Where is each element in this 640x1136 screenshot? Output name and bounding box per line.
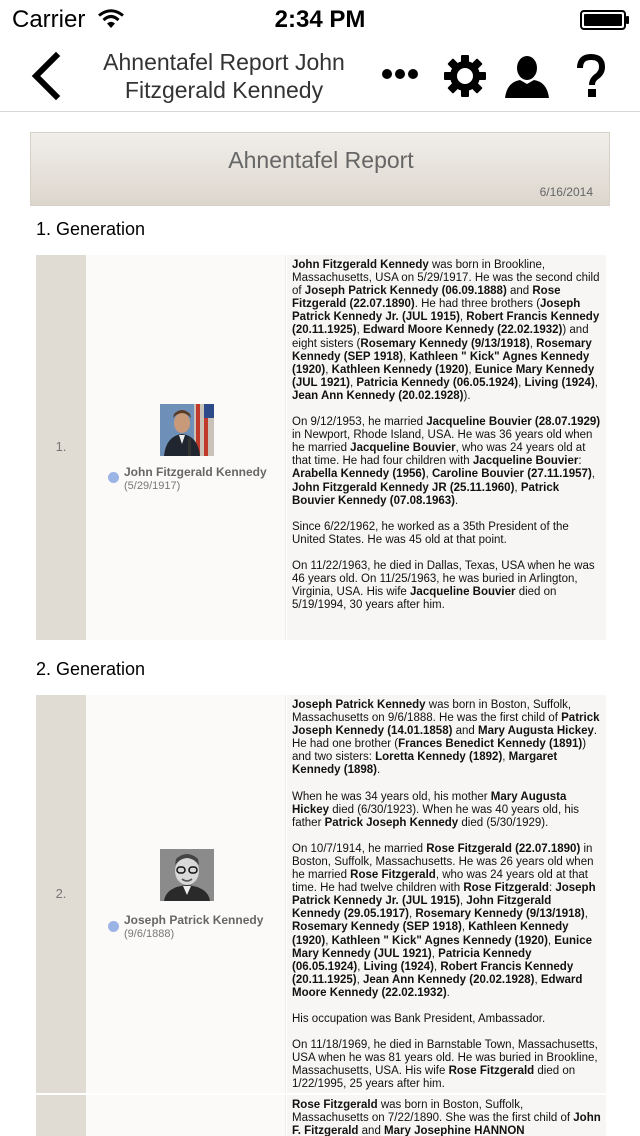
- entry-text: :: [548, 882, 556, 895]
- person-link[interactable]: Joseph Patrick Kennedy: [292, 699, 426, 711]
- person-link[interactable]: Jacqueline Bouvier: [350, 442, 456, 455]
- generation-heading: 2. Generation: [36, 659, 146, 679]
- person-link[interactable]: John Fitzgerald Kennedy JR (25.11.1960): [292, 481, 515, 494]
- person-link[interactable]: Rose Fitzgerald (22.07.1890): [292, 285, 561, 311]
- entry-text: When he was 34 years old, his mother: [292, 790, 491, 803]
- entry-text: . He had three brothers (: [414, 298, 541, 311]
- person-link[interactable]: Patrick Joseph Kennedy (14.01.1858): [292, 712, 600, 738]
- person-link[interactable]: Rose Fitzgerald: [463, 882, 549, 895]
- entry-text: ,: [403, 350, 410, 363]
- entry-paragraph: [292, 791, 602, 830]
- entry-text: was born in Brookline, Massachusetts, USA on 5/29/1917. He was the second child of: [292, 259, 600, 298]
- entry-paragraph: [292, 1013, 602, 1026]
- entry-paragraph: [292, 259, 602, 403]
- person-link[interactable]: Living (1924): [363, 960, 434, 973]
- entry-paragraph: [292, 416, 602, 508]
- person-link[interactable]: Kathleen Kennedy (1920): [292, 921, 569, 947]
- entry-text: and: [452, 725, 479, 738]
- person-link[interactable]: Joseph Patrick Kennedy Jr. (JUL 1915): [292, 298, 581, 324]
- help-icon[interactable]: [566, 52, 616, 100]
- person-link[interactable]: Mary Josephine HANNON: [384, 1125, 525, 1136]
- entry-text: ,: [431, 947, 439, 960]
- entry-number-cell: [36, 1095, 86, 1136]
- more-icon[interactable]: [376, 52, 426, 100]
- person-link[interactable]: Jacqueline Bouvier: [410, 586, 516, 599]
- person-link[interactable]: Arabella Kennedy (1956): [292, 468, 426, 481]
- entry-text: ,: [534, 973, 541, 986]
- entry-text: and: [506, 285, 533, 298]
- person-link[interactable]: Rose Fitzgerald: [350, 869, 436, 882]
- entry-text: died on 1/22/1995, 25 years after him.: [292, 1065, 576, 1091]
- person-link[interactable]: Patrick Bouvier Kennedy (07.08.1963): [292, 481, 560, 507]
- person-marker-dot: [108, 921, 119, 932]
- carrier-label: Carrier: [12, 6, 86, 33]
- person-link[interactable]: Robert Francis Kennedy (20.11.1925): [292, 311, 600, 337]
- entry-text: ,: [547, 934, 555, 947]
- report-title: Ahnentafel Report: [228, 147, 414, 173]
- entry-text: ,: [468, 363, 475, 376]
- entry-description: [287, 1095, 606, 1136]
- person-link[interactable]: Jean Ann Kennedy (20.02.1928): [362, 973, 535, 986]
- person-entry: [36, 1095, 606, 1136]
- entry-text: ,: [594, 376, 598, 389]
- entry-description: [287, 695, 606, 1093]
- person-link[interactable]: Rosemary Kennedy (SEP 1918): [292, 337, 592, 363]
- person-link[interactable]: Kathleen " Kick" Agnes Kennedy (1920): [292, 350, 590, 376]
- entry-text: , who was 24 years old at that time. He had twelve children with: [292, 869, 588, 895]
- person-cell[interactable]: [86, 1095, 286, 1136]
- person-link[interactable]: Eunice Mary Kennedy (JUL 1921): [292, 934, 593, 960]
- person-link[interactable]: Eunice Mary Kennedy (JUL 1921): [292, 363, 595, 389]
- entry-text: ,: [591, 468, 595, 481]
- person-link[interactable]: Frances Benedict Kennedy (1891): [398, 738, 583, 751]
- entry-text: ,: [584, 908, 588, 921]
- person-cell[interactable]: [86, 255, 286, 640]
- entry-number-cell: [36, 695, 86, 1093]
- person-link[interactable]: Rose Fitzgerald: [292, 1099, 378, 1111]
- entry-text: ,: [529, 337, 537, 350]
- person-entry: [36, 255, 606, 640]
- person-link[interactable]: Joseph Patrick Kennedy Jr. (JUL 1915): [292, 882, 596, 908]
- entry-text: ,: [514, 481, 521, 494]
- entry-text: On 11/22/1963, he died in Dallas, Texas, USA when he was 46 years old. On 11/25/1963, he was buried in Arlington, Virginia, USA. His wife: [292, 559, 595, 599]
- person-marker-dot: [108, 472, 119, 483]
- entry-text: ,: [356, 324, 363, 337]
- person-link[interactable]: Rosemary Kennedy (9/13/1918): [415, 908, 585, 921]
- report-date: 6/16/2014: [539, 185, 593, 199]
- person-link[interactable]: Rose Fitzgerald: [448, 1065, 535, 1078]
- entry-text: On 9/12/1953, he married: [292, 416, 427, 429]
- entry-text: died on 5/19/1994, 30 years after him.: [292, 586, 557, 612]
- entry-text: ,: [425, 468, 432, 481]
- person-link[interactable]: Edward Moore Kennedy (22.02.1932): [362, 324, 563, 337]
- person-link[interactable]: Mary Augusta Hickey: [478, 725, 594, 738]
- status-bar: [0, 0, 640, 40]
- person-link[interactable]: Loretta Kennedy (1892): [375, 751, 503, 764]
- person-cell[interactable]: [86, 695, 286, 1093]
- back-icon[interactable]: [24, 50, 68, 102]
- entry-text: ,: [356, 973, 363, 986]
- entry-text: ) and eight sisters (: [292, 324, 589, 350]
- entry-text: His occupation was Bank President, Ambassador.: [292, 1012, 546, 1025]
- entry-text: ,: [408, 908, 416, 921]
- entry-text: ,: [518, 376, 525, 389]
- person-link[interactable]: Patricia Kennedy (06.05.1924): [292, 947, 532, 973]
- entry-text: :: [578, 455, 582, 468]
- person-link[interactable]: Kathleen Kennedy (1920): [331, 363, 469, 376]
- person-link[interactable]: Patricia Kennedy (06.05.1924): [356, 376, 519, 389]
- person-name[interactable]: Joseph Patrick Kennedy: [124, 913, 264, 927]
- clock-label: 2:34 PM: [274, 6, 366, 33]
- entry-paragraph: [292, 843, 602, 1000]
- person-birthdate: (5/29/1917): [124, 480, 181, 492]
- entry-text: ,: [433, 960, 441, 973]
- entry-text: in Newport, Rhode Island, USA. He was 36 years old when he married: [292, 429, 593, 455]
- entry-text: On 11/18/1969, he died in Barnstable Town, Massachusetts, USA when he was 81 years old. He was buried in Brookline, Massachusetts, USA. His wife: [292, 1039, 598, 1078]
- person-link[interactable]: Jean Ann Kennedy (20.02.1928): [292, 389, 464, 402]
- person-entry: [36, 695, 606, 1093]
- entry-text: died (5/30/1929).: [458, 816, 549, 829]
- entry-description: [287, 255, 606, 640]
- entry-text: .: [455, 494, 459, 507]
- person-name[interactable]: John Fitzgerald Kennedy: [124, 465, 267, 479]
- person-link[interactable]: Joseph Patrick Kennedy (06.09.1888): [304, 285, 507, 298]
- entry-text: ,: [461, 921, 469, 934]
- report-header: [30, 132, 610, 206]
- person-link[interactable]: Caroline Bouvier (27.11.1957): [431, 468, 592, 481]
- entry-text: .: [377, 764, 381, 777]
- entry-number-cell: [36, 255, 86, 640]
- person-link[interactable]: John Fitzgerald Kennedy: [292, 259, 429, 271]
- page-title: Ahnentafel Report John Fitzgerald Kennedy: [103, 49, 345, 103]
- entry-text: . He had one brother (: [292, 725, 598, 751]
- person-link[interactable]: John Fitzgerald Kennedy (29.05.1917): [292, 895, 552, 921]
- navigation-bar: [0, 40, 640, 112]
- entry-paragraph: [292, 521, 602, 547]
- battery-icon: [580, 10, 630, 30]
- gear-icon[interactable]: [440, 52, 490, 100]
- person-link[interactable]: Robert Francis Kennedy (20.11.1925): [292, 960, 574, 986]
- person-link[interactable]: Rose Fitzgerald (22.07.1890): [426, 842, 581, 855]
- entry-text: .: [446, 986, 450, 999]
- entry-text: Since 6/22/1962, he worked as a 35th President of the United States. He was 45 old at that point.: [292, 520, 569, 546]
- person-link[interactable]: Rosemary Kennedy (SEP 1918): [292, 921, 462, 934]
- person-link[interactable]: Mary Augusta Hickey: [292, 790, 567, 816]
- entry-number: 1.: [55, 439, 67, 454]
- person-link[interactable]: Living (1924): [524, 376, 595, 389]
- report-content[interactable]: [0, 113, 640, 1136]
- entry-text: On 10/7/1914, he married: [292, 842, 427, 855]
- entry-text: ,: [325, 934, 332, 947]
- entry-number: 2.: [55, 886, 67, 901]
- person-link[interactable]: Rosemary Kennedy (9/13/1918): [360, 337, 530, 350]
- entry-text: in Boston, Suffolk, Massachusetts. He was 26 years old when he married: [292, 842, 594, 882]
- person-photo[interactable]: [160, 849, 214, 901]
- entry-paragraph: [292, 1039, 602, 1091]
- person-link[interactable]: Edward Moore Kennedy (22.02.1932): [292, 973, 583, 999]
- person-link[interactable]: Kathleen " Kick" Agnes Kennedy (1920): [331, 934, 548, 947]
- person-link[interactable]: Jacqueline Bouvier (28.07.1929): [426, 416, 601, 429]
- entry-text: was born in Boston, Suffolk, Massachusetts on 9/6/1888. He was the first child of: [292, 699, 572, 725]
- entry-text: died (6/30/1923). When he was 40 years old, his father: [292, 803, 580, 829]
- entry-text: and: [358, 1125, 385, 1136]
- entry-text: , who was 24 years old at that time. He had four children with: [292, 442, 586, 468]
- entry-text: was born in Boston, Suffolk, Massachusetts on 7/22/1890. She was the first child of: [292, 1099, 574, 1125]
- entry-text: ,: [357, 960, 364, 973]
- person-link[interactable]: Patrick Joseph Kennedy: [324, 816, 459, 829]
- entry-text: ,: [325, 363, 332, 376]
- person-link[interactable]: Margaret Kennedy (1898): [292, 751, 558, 777]
- entry-paragraph: [292, 699, 602, 778]
- person-birthdate: (9/6/1888): [124, 928, 175, 940]
- entry-text: ,: [502, 751, 509, 764]
- entry-paragraph: [292, 560, 602, 612]
- entry-text: ,: [459, 895, 467, 908]
- entry-text: ,: [459, 311, 467, 324]
- entry-paragraph: [292, 1099, 602, 1136]
- entry-text: ) and two sisters:: [292, 738, 587, 764]
- person-icon[interactable]: [502, 52, 552, 100]
- person-link[interactable]: John F. Fitzgerald: [292, 1112, 601, 1136]
- generation-heading: 1. Generation: [36, 219, 146, 239]
- entry-text: ,: [349, 376, 357, 389]
- person-link[interactable]: Jacqueline Bouvier: [472, 455, 579, 468]
- entry-text: ).: [463, 389, 471, 402]
- person-photo[interactable]: [160, 404, 214, 456]
